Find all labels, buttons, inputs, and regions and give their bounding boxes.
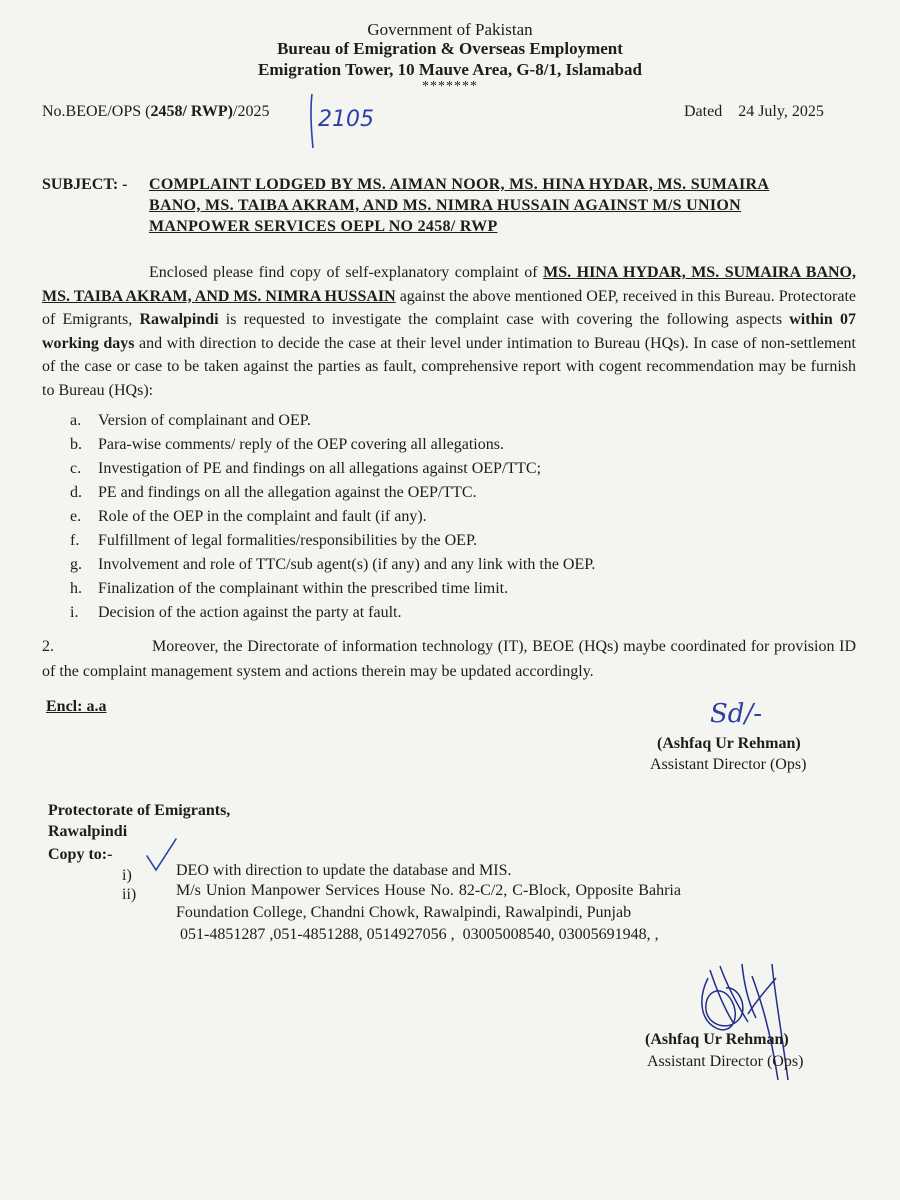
list-item: g. Involvement and role of TTC/sub agent(s) (if any) and any link with the OEP. (70, 556, 596, 573)
list-item: a. Version of complainant and OEP. (70, 412, 311, 429)
handwritten-diary-number (300, 92, 390, 152)
list-item: h. Finalization of the complainant within the prescribed time limit. (70, 580, 509, 597)
para1-text-2: against the above mentioned OEP, received in this Bureau. Protectorate of Emigrants, (42, 287, 857, 328)
letterhead-stars: ******* (422, 79, 478, 94)
list-item: c. Investigation of PE and findings on all allegations against OEP/TTC; (70, 460, 542, 477)
reference-prefix: No.BEOE/OPS ( (42, 103, 151, 120)
para2-number: 2. (42, 638, 54, 655)
body-paragraph-2 (42, 634, 856, 684)
complainant-names: MS. HINA HYDAR, MS. SUMAIRA BANO, MS. TAIBA AKRAM, AND MS. NIMRA HUSSAIN (42, 264, 856, 305)
subject-line-3: MANPOWER SERVICES OEPL NO 2458/ RWP (149, 218, 498, 235)
dated-value: 24 July, 2025 (738, 103, 824, 120)
handwritten-diary-text: 2105 (318, 107, 374, 132)
enclosure-note: Encl: a.a (46, 698, 107, 715)
signatory-2-designation: Assistant Director (Ops) (647, 1053, 804, 1070)
dated (684, 103, 824, 121)
subject-line-1: COMPLAINT LODGED BY MS. AIMAN NOOR, MS. HINA HYDAR, MS. SUMAIRA (149, 176, 770, 193)
list-item: f. Fulfillment of legal formalities/responsibilities by the OEP. (70, 532, 478, 549)
para2-text: Moreover, the Directorate of information technology (IT), BEOE (HQs) maybe coordinated for provision ID of the complaint management system and actions therein may be updated accordingly. (42, 638, 856, 680)
copy-2-line-1: M/s Union Manpower Services House No. 82-C/2, C-Block, Opposite Bahria (176, 882, 681, 899)
para1-text-1: Enclosed please find copy of self-explanatory complaint of (149, 264, 544, 281)
copy-1-text: DEO with direction to update the database and MIS. (176, 862, 512, 879)
signatory-1-designation: Assistant Director (Ops) (650, 756, 807, 773)
para1-text-3: is requested to investigate the complaint case with covering the following aspects (218, 311, 790, 328)
subject-label: SUBJECT: - (42, 176, 128, 193)
protectorate-place: Rawalpindi (139, 311, 219, 328)
sd-initials-text: Sd/- (710, 699, 762, 729)
signatory-2-name: (Ashfaq Ur Rehman) (645, 1031, 789, 1048)
para1-text-4: and with direction to decide the case at their level under intimation to Bureau (HQs). In case of non-settlement of the case or case to be taken against the parties as fault, comprehensive report with cogent recommendation may be furnish to Bureau (HQs): (42, 334, 857, 399)
signatory-1-name: (Ashfaq Ur Rehman) (657, 735, 801, 752)
subject-line-2: BANO, MS. TAIBA AKRAM, AND MS. NIMRA HUSSAIN AGAINST M/S UNION (149, 197, 742, 214)
dated-label: Dated (684, 103, 723, 120)
recipient-city: Rawalpindi (48, 823, 128, 840)
sd-initials-signature (706, 692, 776, 732)
letterhead-government: Government of Pakistan (367, 20, 533, 39)
letterhead-address: Emigration Tower, 10 Mauve Area, G-8/1, Islamabad (258, 60, 642, 79)
copy-to-label: Copy to:- (48, 846, 113, 863)
list-item: e. Role of the OEP in the complaint and fault (if any). (70, 508, 427, 525)
body-paragraph-1 (42, 261, 856, 402)
list-item: b. Para-wise comments/ reply of the OEP covering all allegations. (70, 436, 504, 453)
list-item: d. PE and findings on all the allegation against the OEP/TTC. (70, 484, 477, 501)
reference-number (42, 103, 269, 121)
letterhead-bureau: Bureau of Emigration & Overseas Employment (277, 39, 623, 58)
list-item: i. Decision of the action against the party at fault. (70, 604, 402, 621)
deadline-days: within 07 working days (42, 311, 856, 352)
copy-1-number: i) (122, 867, 132, 884)
copy-2-number: ii) (122, 886, 137, 903)
reference-year: /2025 (233, 103, 270, 120)
copy-2-line-2: Foundation College, Chandni Chowk, Rawalpindi, Rawalpindi, Punjab (176, 904, 632, 921)
reference-code: 2458/ RWP) (150, 103, 233, 120)
recipient-office: Protectorate of Emigrants, (48, 802, 231, 819)
copy-2-line-3: 051-4851287 ,051-4851288, 0514927056 , 03005008540, 03005691948, , (176, 926, 659, 943)
